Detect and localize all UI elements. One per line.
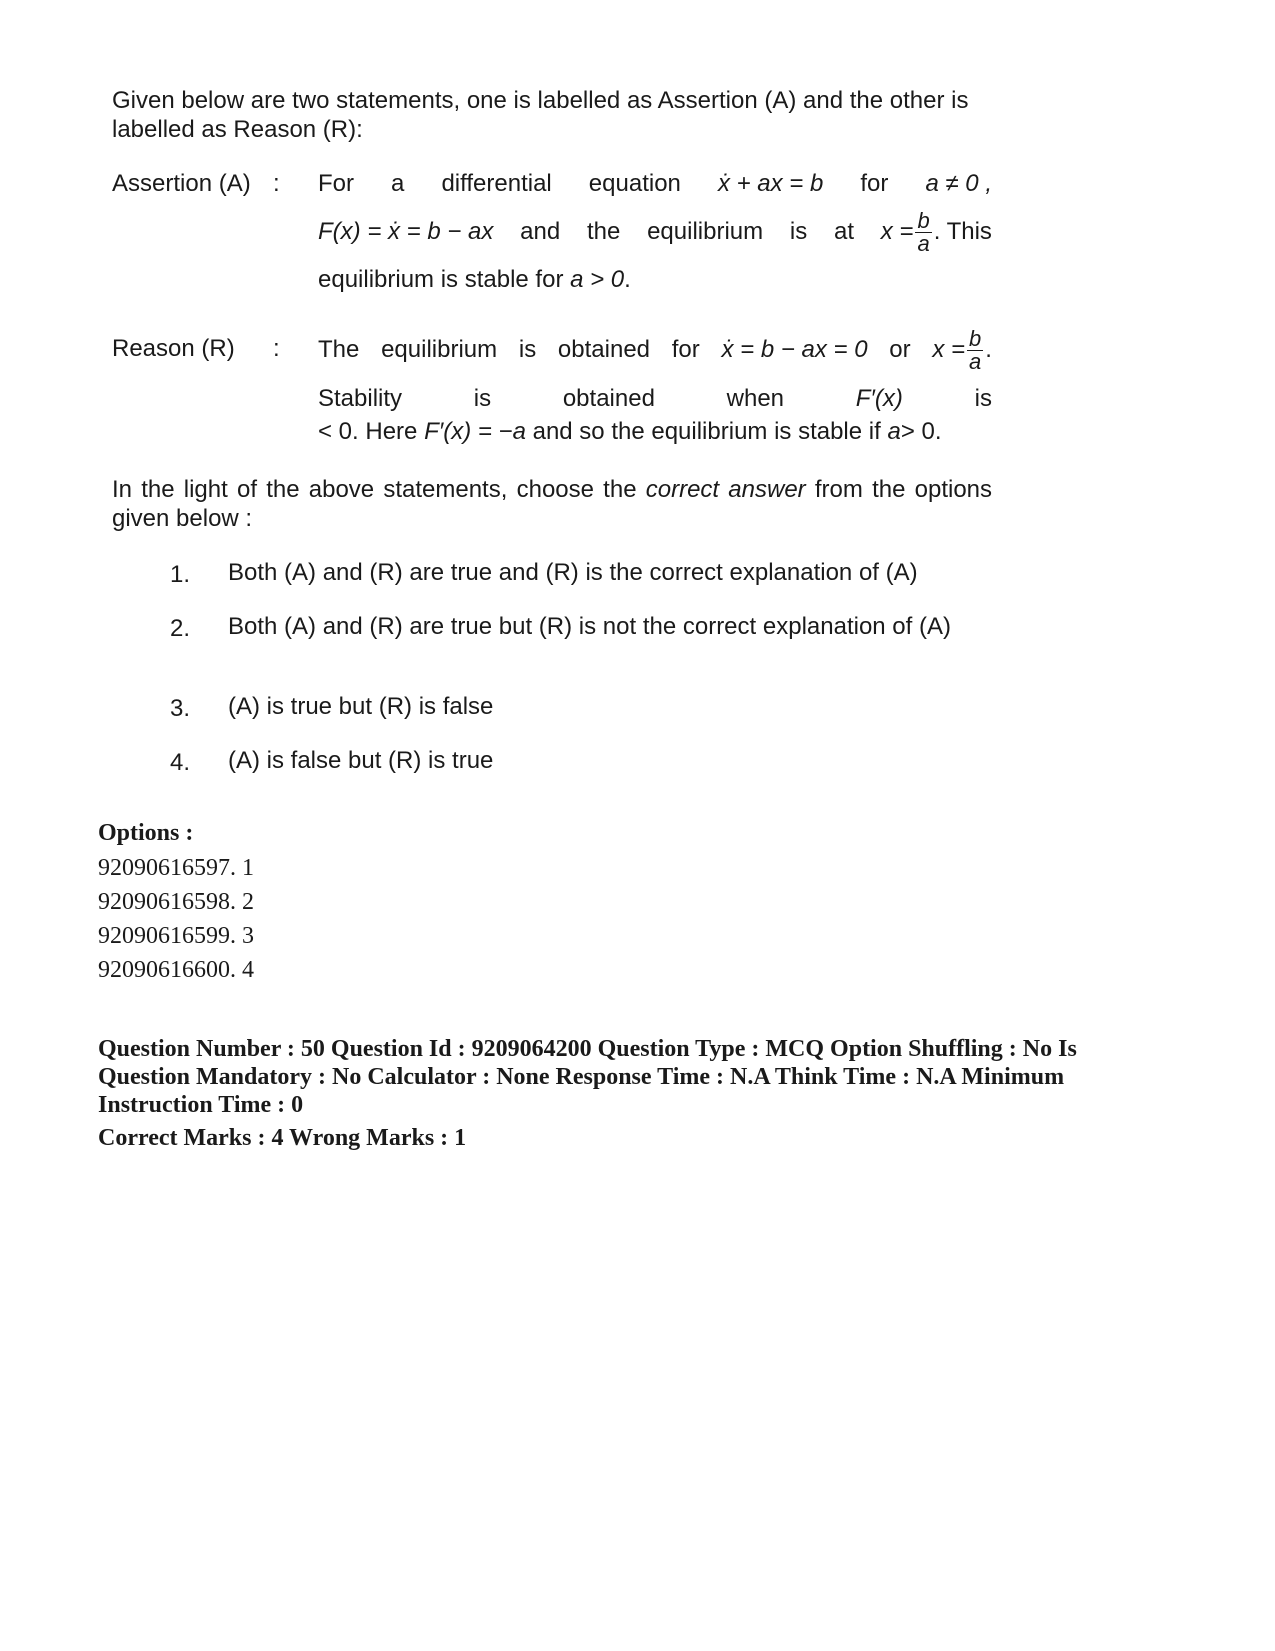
word: is xyxy=(974,385,992,412)
x-equals: x = xyxy=(932,336,966,363)
fraction-numerator: b xyxy=(917,207,930,233)
prompt-emphasis: correct answer xyxy=(645,476,806,503)
assertion-colon: : xyxy=(273,170,280,197)
derivative: F′(x) xyxy=(855,385,903,412)
choice-1-text: Both (A) and (R) are true and (R) is the correct explanation of (A) xyxy=(228,559,918,586)
word: is xyxy=(789,218,808,245)
x-equals: x = xyxy=(880,218,914,245)
equation: ẋ + ax = b xyxy=(717,170,824,197)
intro-text: Given below are two statements, one is labelled as Assertion (A) and the other is labelled as Reason (R): xyxy=(112,87,969,143)
reason-line-3 xyxy=(318,418,942,446)
choice-1-number: 1. xyxy=(170,561,191,588)
choice-3-text: (A) is true but (R) is false xyxy=(228,693,494,720)
marks-info: Correct Marks : 4 Wrong Marks : 1 xyxy=(98,1125,467,1151)
reason-line-1 xyxy=(318,322,992,378)
word: the xyxy=(586,218,621,245)
word: a xyxy=(391,170,405,197)
choice-2-text: Both (A) and (R) are true but (R) is not the correct explanation of (A) xyxy=(228,613,951,640)
prompt-text xyxy=(112,475,992,533)
assertion-line-1 xyxy=(318,170,992,198)
text: and so the equilibrium is stable if xyxy=(532,418,881,445)
meta-line-1: Question Number : 50 Question Id : 9209064200 Question Type : MCQ Option Shuffling : No Is xyxy=(98,1036,1077,1062)
period: . xyxy=(624,266,631,293)
variable: a xyxy=(887,418,901,445)
word: for xyxy=(671,336,700,363)
option-id-1: 92090616597. 1 xyxy=(98,855,254,881)
condition: a ≠ 0 , xyxy=(925,170,992,197)
text: > 0. xyxy=(900,418,942,445)
meta-line-2: Question Mandatory : No Calculator : None Response Time : N.A Think Time : N.A Minimum xyxy=(98,1064,1065,1090)
period: . xyxy=(985,336,992,363)
assertion-line-2 xyxy=(318,204,992,260)
choice-2-number: 2. xyxy=(170,615,191,642)
assertion-line-3 xyxy=(318,266,631,294)
choice-4-number: 4. xyxy=(170,749,191,776)
derivative-equation: F′(x) = −a xyxy=(424,418,526,445)
option-id-3: 92090616599. 3 xyxy=(98,923,254,949)
fraction-denominator: a xyxy=(917,230,930,256)
word: The xyxy=(318,336,360,363)
word: equation xyxy=(588,170,681,197)
word: differential xyxy=(441,170,552,197)
reason-label: Reason (R) xyxy=(112,335,235,362)
word: when xyxy=(726,385,785,412)
meta-line-3: Instruction Time : 0 xyxy=(98,1092,304,1118)
choice-3-number: 3. xyxy=(170,695,191,722)
word: equilibrium xyxy=(381,336,498,363)
prompt-post: from the options given below : xyxy=(112,476,993,532)
word: is xyxy=(518,336,537,363)
text: < 0. Here xyxy=(318,418,418,445)
fraction-denominator: a xyxy=(969,348,982,374)
word: obtained xyxy=(562,385,655,412)
choice-4-text: (A) is false but (R) is true xyxy=(228,747,494,774)
fraction-expression xyxy=(932,325,992,374)
word: is xyxy=(473,385,492,412)
word: For xyxy=(318,170,354,197)
condition: a > 0 xyxy=(570,266,625,293)
reason-line-2 xyxy=(318,385,992,413)
option-id-4: 92090616600. 4 xyxy=(98,957,254,983)
text: equilibrium is stable for xyxy=(318,266,564,293)
word: or xyxy=(889,336,911,363)
word: Stability xyxy=(318,385,403,412)
reason-colon: : xyxy=(273,335,280,362)
word: obtained xyxy=(557,336,651,363)
assertion-label: Assertion (A) xyxy=(112,170,251,197)
equation: F(x) = ẋ = b − ax xyxy=(318,218,494,245)
prompt-pre: In the light of the above statements, choose the xyxy=(112,476,637,503)
question-meta xyxy=(98,1035,1077,1119)
word: at xyxy=(833,218,854,245)
sentence-end: . This xyxy=(933,218,992,245)
fraction-expression xyxy=(880,207,992,256)
options-heading: Options : xyxy=(98,820,194,846)
word: and xyxy=(520,218,561,245)
option-id-2: 92090616598. 2 xyxy=(98,889,254,915)
fraction xyxy=(915,207,931,256)
word: equilibrium xyxy=(647,218,764,245)
fraction xyxy=(967,325,983,374)
word: for xyxy=(860,170,889,197)
fraction-numerator: b xyxy=(969,325,982,351)
equation: ẋ = b − ax = 0 xyxy=(721,336,868,363)
